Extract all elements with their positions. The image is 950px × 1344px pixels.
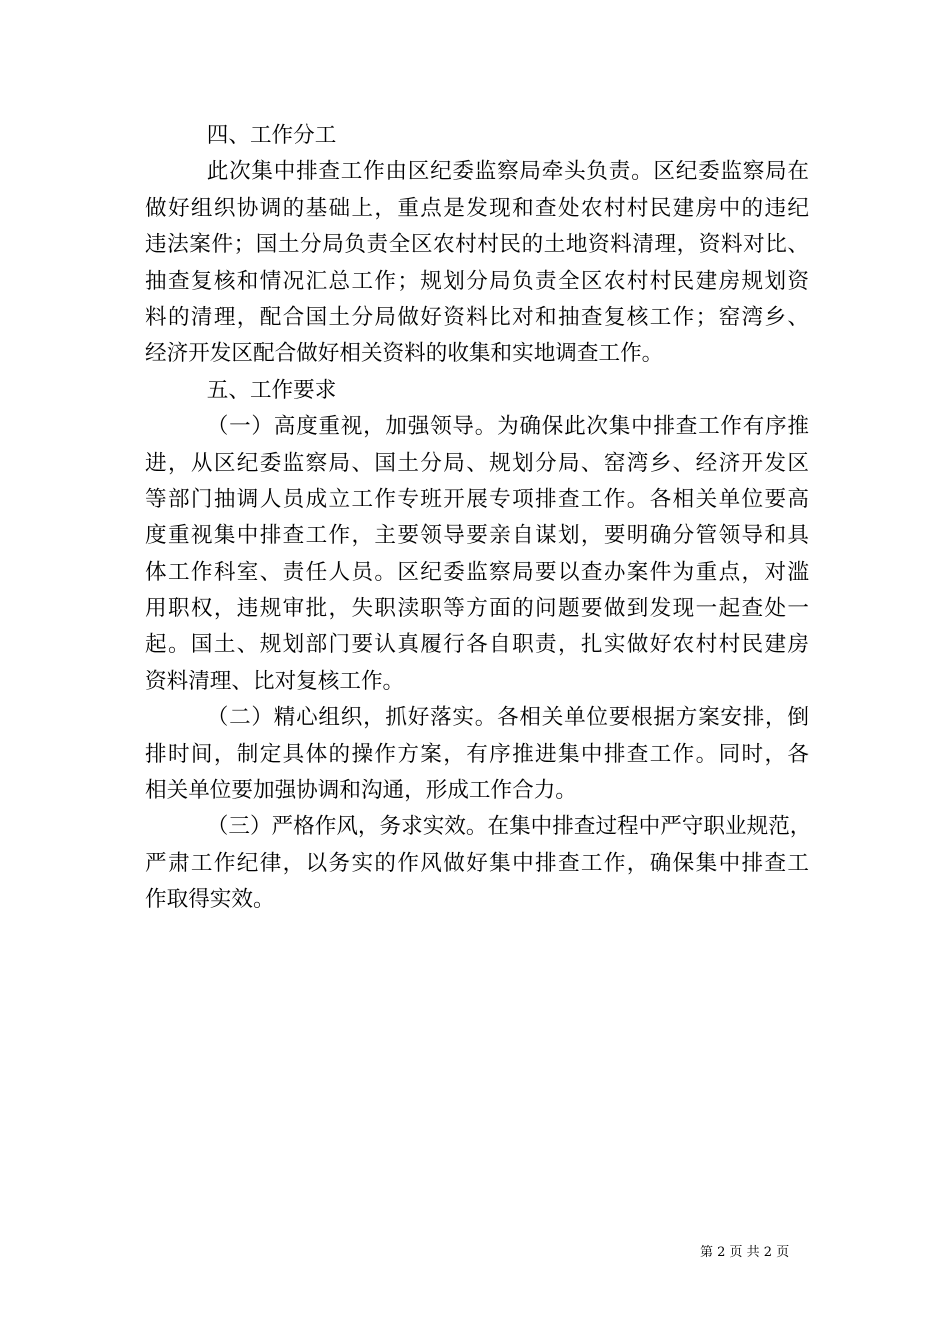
text-line: 资料清理、比对复核工作。 <box>145 668 405 694</box>
text-line: 体工作科室、责任人员。区纪委监察局要以查办案件为重点，对滥 <box>145 559 809 585</box>
text-line: 五、工作要求 <box>206 377 337 403</box>
text-line: 排时间，制定具体的操作方案，有序推进集中排查工作。同时，各 <box>145 741 809 767</box>
text-line: 料的清理，配合国土分局做好资料比对和抽查复核工作；窑湾乡、 <box>145 304 809 330</box>
text-line: 相关单位要加强协调和沟通，形成工作合力。 <box>145 778 577 804</box>
text-line: 做好组织协调的基础上，重点是发现和查处农村村民建房中的违纪 <box>145 195 809 221</box>
text-line: 经济开发区配合做好相关资料的收集和实地调查工作。 <box>145 341 664 367</box>
page-number: 第 2 页 共 2 页 <box>700 1245 790 1260</box>
text-line: 进，从区纪委监察局、国土分局、规划分局、窑湾乡、经济开发区 <box>145 450 809 476</box>
text-line: 起。国土、规划部门要认真履行各自职责，扎实做好农村村民建房 <box>145 632 809 658</box>
text-line: 抽查复核和情况汇总工作；规划分局负责全区农村村民建房规划资 <box>145 268 809 294</box>
text-line: 用职权，违规审批，失职渎职等方面的问题要做到发现一起查处一 <box>145 596 809 622</box>
text-line: 严肃工作纪律，以务实的作风做好集中排查工作，确保集中排查工 <box>145 850 809 876</box>
text-line: 此次集中排查工作由区纪委监察局牵头负责。区纪委监察局在 <box>206 159 809 185</box>
text-line: 四、工作分工 <box>206 123 337 148</box>
document-body <box>145 118 812 919</box>
text-line: 作取得实效。 <box>145 887 275 913</box>
text-line: 违法案件；国土分局负责全区农村村民的土地资料清理，资料对比、 <box>145 232 809 258</box>
text-line: 等部门抽调人员成立工作专班开展专项排查工作。各相关单位要高 <box>145 486 809 512</box>
text-line: 度重视集中排查工作，主要领导要亲自谋划，要明确分管领导和具 <box>145 523 809 549</box>
text-line: （三）严格作风，务求实效。在集中排查过程中严守职业规范， <box>206 814 812 840</box>
text-line: （一）高度重视，加强领导。为确保此次集中排查工作有序推 <box>206 414 809 440</box>
text-line: （二）精心组织，抓好落实。各相关单位要根据方案安排，倒 <box>206 705 809 731</box>
